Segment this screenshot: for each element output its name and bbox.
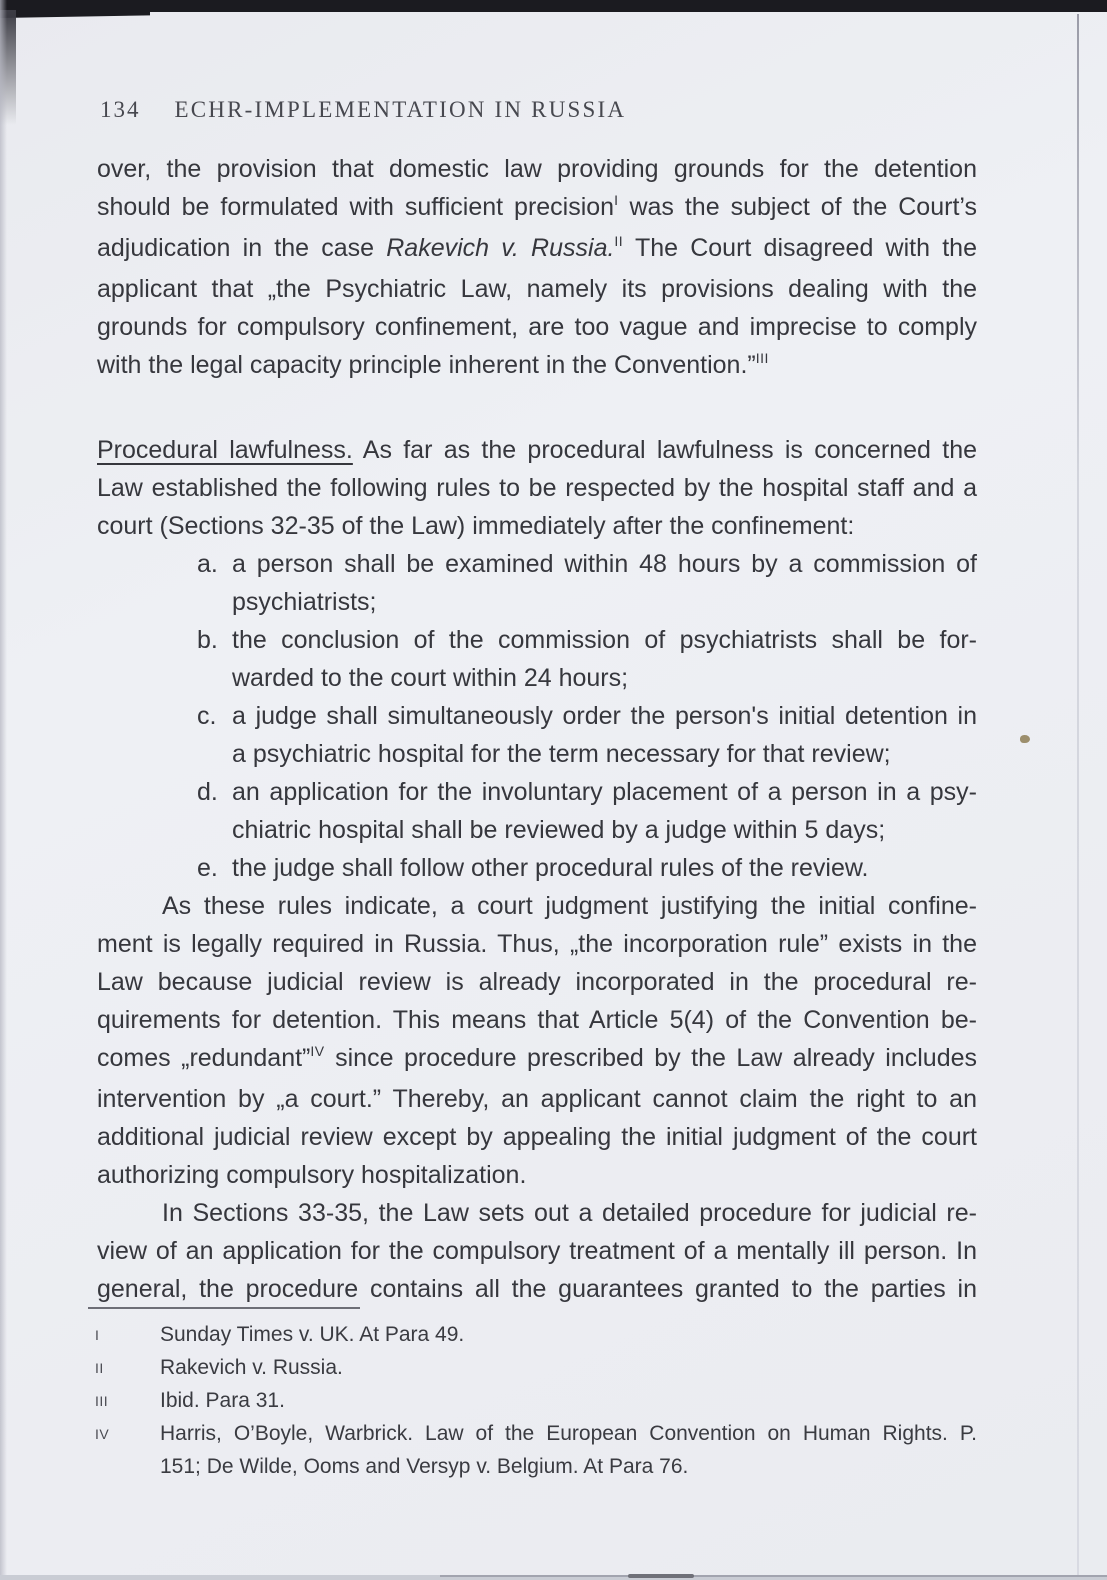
text-segment: psychiatrists; xyxy=(232,588,377,616)
footnote-item xyxy=(97,1318,977,1351)
text-line xyxy=(160,1318,977,1351)
footnote-marker: I xyxy=(95,1327,100,1343)
text-line xyxy=(97,431,977,469)
list-item xyxy=(97,773,977,849)
text-line xyxy=(97,1156,977,1194)
text-line xyxy=(97,735,977,773)
text-segment: Sunday Times v. UK. At Para 49. xyxy=(160,1323,465,1346)
text-segment: view of an application for the compulsory treatment of a mentally ill person. In xyxy=(97,1237,977,1265)
text-line xyxy=(97,270,977,308)
text-line xyxy=(97,849,977,887)
text-line xyxy=(160,1351,977,1384)
text-segment: Law because judicial review is already incorporated in the procedural re- xyxy=(97,968,977,996)
text-segment: a psychiatric hospital for the term necessary for that review; xyxy=(232,740,891,768)
list-marker: e. xyxy=(197,854,218,882)
text-line xyxy=(97,925,977,963)
text-segment: applicant that „the Psychiatric Law, namely its provisions dealing with the xyxy=(97,275,977,303)
text-line xyxy=(97,188,977,229)
footnote-item xyxy=(97,1351,977,1384)
list-item xyxy=(97,545,977,621)
page-fold-shadow xyxy=(0,0,7,1580)
text-line xyxy=(97,1080,977,1118)
scan-edge-bottom-line xyxy=(440,1575,1107,1577)
footnotes xyxy=(97,1318,977,1483)
text-segment: an application for the involuntary placement of a person in a psy- xyxy=(232,778,977,806)
text-line xyxy=(160,1450,977,1483)
text-segment: adjudication in the case xyxy=(97,234,387,262)
page-header xyxy=(100,97,626,123)
footnote-reference: II xyxy=(614,233,624,249)
text-segment: general, the procedure contains all the guarantees granted to the parties in xyxy=(97,1275,977,1303)
body-text xyxy=(97,150,977,1308)
text-segment: Law established the following rules to be respected by the hospital staff and a xyxy=(97,474,977,502)
text-segment: warded to the court within 24 hours; xyxy=(232,664,629,692)
text-segment: since procedure prescribed by the Law already includes xyxy=(324,1044,978,1072)
text-segment: authorizing compulsory hospitalization. xyxy=(97,1161,527,1189)
footnote-item xyxy=(97,1384,977,1417)
text-segment: chiatric hospital shall be reviewed by a judge within 5 days; xyxy=(232,816,886,844)
scan-edge-top-left xyxy=(0,0,150,18)
text-segment: Harris, O’Boyle, Warbrick. Law of the European Convention on Human Rights. P. xyxy=(160,1422,977,1445)
text-line xyxy=(97,229,977,270)
text-segment: The Court disagreed with the xyxy=(623,234,977,262)
list-marker: d. xyxy=(197,778,218,806)
lettered-list xyxy=(97,545,977,887)
text-segment: Ibid. Para 31. xyxy=(160,1389,285,1412)
text-line xyxy=(97,150,977,188)
footnote-marker: II xyxy=(95,1360,104,1376)
text-line xyxy=(97,346,977,387)
text-segment: a person shall be examined within 48 hours by a commission of xyxy=(232,550,977,578)
list-marker: a. xyxy=(197,550,218,578)
paragraph xyxy=(97,1194,977,1308)
text-segment: As far as the procedural lawfulness is concerned the xyxy=(352,436,977,464)
paragraph xyxy=(97,150,977,387)
text-line xyxy=(97,469,977,507)
paragraph xyxy=(97,887,977,1194)
list-item xyxy=(97,621,977,697)
list-marker: c. xyxy=(197,702,217,730)
text-segment: comes „redundant” xyxy=(97,1044,311,1072)
text-line xyxy=(97,1232,977,1270)
text-segment: grounds for compulsory confinement, are too vague and imprecise to comply xyxy=(97,313,977,341)
text-line xyxy=(97,507,977,545)
list-item xyxy=(97,697,977,773)
text-line xyxy=(97,887,977,925)
footnote-reference: I xyxy=(614,192,619,208)
text-line xyxy=(97,1039,977,1080)
text-segment: Rakevich v. Russia. xyxy=(386,234,615,262)
text-line xyxy=(97,308,977,346)
text-segment: As these rules indicate, a court judgment justifying the initial confine- xyxy=(162,892,977,920)
text-line xyxy=(97,697,977,735)
text-line xyxy=(97,773,977,811)
text-line xyxy=(97,583,977,621)
footnote-marker: III xyxy=(95,1393,109,1409)
text-segment: a judge shall simultaneously order the person's initial detention in xyxy=(232,702,977,730)
text-line xyxy=(97,621,977,659)
text-segment: court (Sections 32-35 of the Law) immediately after the confinement: xyxy=(97,512,855,540)
text-segment: Rakevich v. Russia. xyxy=(160,1356,343,1379)
text-line xyxy=(97,545,977,583)
text-line xyxy=(97,1118,977,1156)
text-line xyxy=(97,1001,977,1039)
text-line xyxy=(97,811,977,849)
footnote-reference: III xyxy=(755,350,769,366)
running-title: ECHR-IMPLEMENTATION IN RUSSIA xyxy=(174,97,627,122)
text-segment: ment is legally required in Russia. Thus, „the incorporation rule” exists in the xyxy=(97,930,977,958)
list-marker: b. xyxy=(197,626,218,654)
list-item xyxy=(97,849,977,887)
text-segment: additional judicial review except by appealing the initial judgment of the court xyxy=(97,1123,977,1151)
text-line xyxy=(97,659,977,697)
text-segment: should be formulated with sufficient precision xyxy=(97,193,615,221)
text-segment: the judge shall follow other procedural rules of the review. xyxy=(232,854,869,882)
footnote-reference: IV xyxy=(310,1043,325,1059)
text-segment: quirements for detention. This means that Article 5(4) of the Convention be- xyxy=(97,1006,977,1034)
text-segment: over, the provision that domestic law providing grounds for the detention xyxy=(97,155,977,183)
scan-edge-top xyxy=(0,0,1107,12)
scan-edge-bottom-dark-patch xyxy=(628,1574,694,1578)
page-edge-line xyxy=(1077,14,1079,1580)
text-line xyxy=(160,1384,977,1417)
text-segment: intervention by „a court.” Thereby, an applicant cannot claim the right to an xyxy=(97,1085,977,1113)
text-line xyxy=(97,963,977,1001)
text-line xyxy=(160,1417,977,1450)
text-segment: with the legal capacity principle inherent in the Convention.” xyxy=(97,351,756,379)
footnote-item xyxy=(97,1417,977,1483)
text-line xyxy=(97,1194,977,1232)
ink-speck xyxy=(1020,735,1030,743)
footnote-separator xyxy=(88,1307,360,1309)
paragraph xyxy=(97,431,977,545)
text-line xyxy=(97,1270,977,1308)
text-segment: In Sections 33-35, the Law sets out a detailed procedure for judicial re- xyxy=(162,1199,977,1227)
page-number: 134 xyxy=(100,97,141,122)
text-segment: the conclusion of the commission of psychiatrists shall be for- xyxy=(232,626,977,654)
text-segment: 151; De Wilde, Ooms and Versyp v. Belgium. At Para 76. xyxy=(160,1455,689,1478)
text-segment: was the subject of the Court’s xyxy=(618,193,977,221)
footnote-marker: IV xyxy=(95,1426,110,1442)
text-segment: Procedural lawfulness. xyxy=(97,436,353,464)
